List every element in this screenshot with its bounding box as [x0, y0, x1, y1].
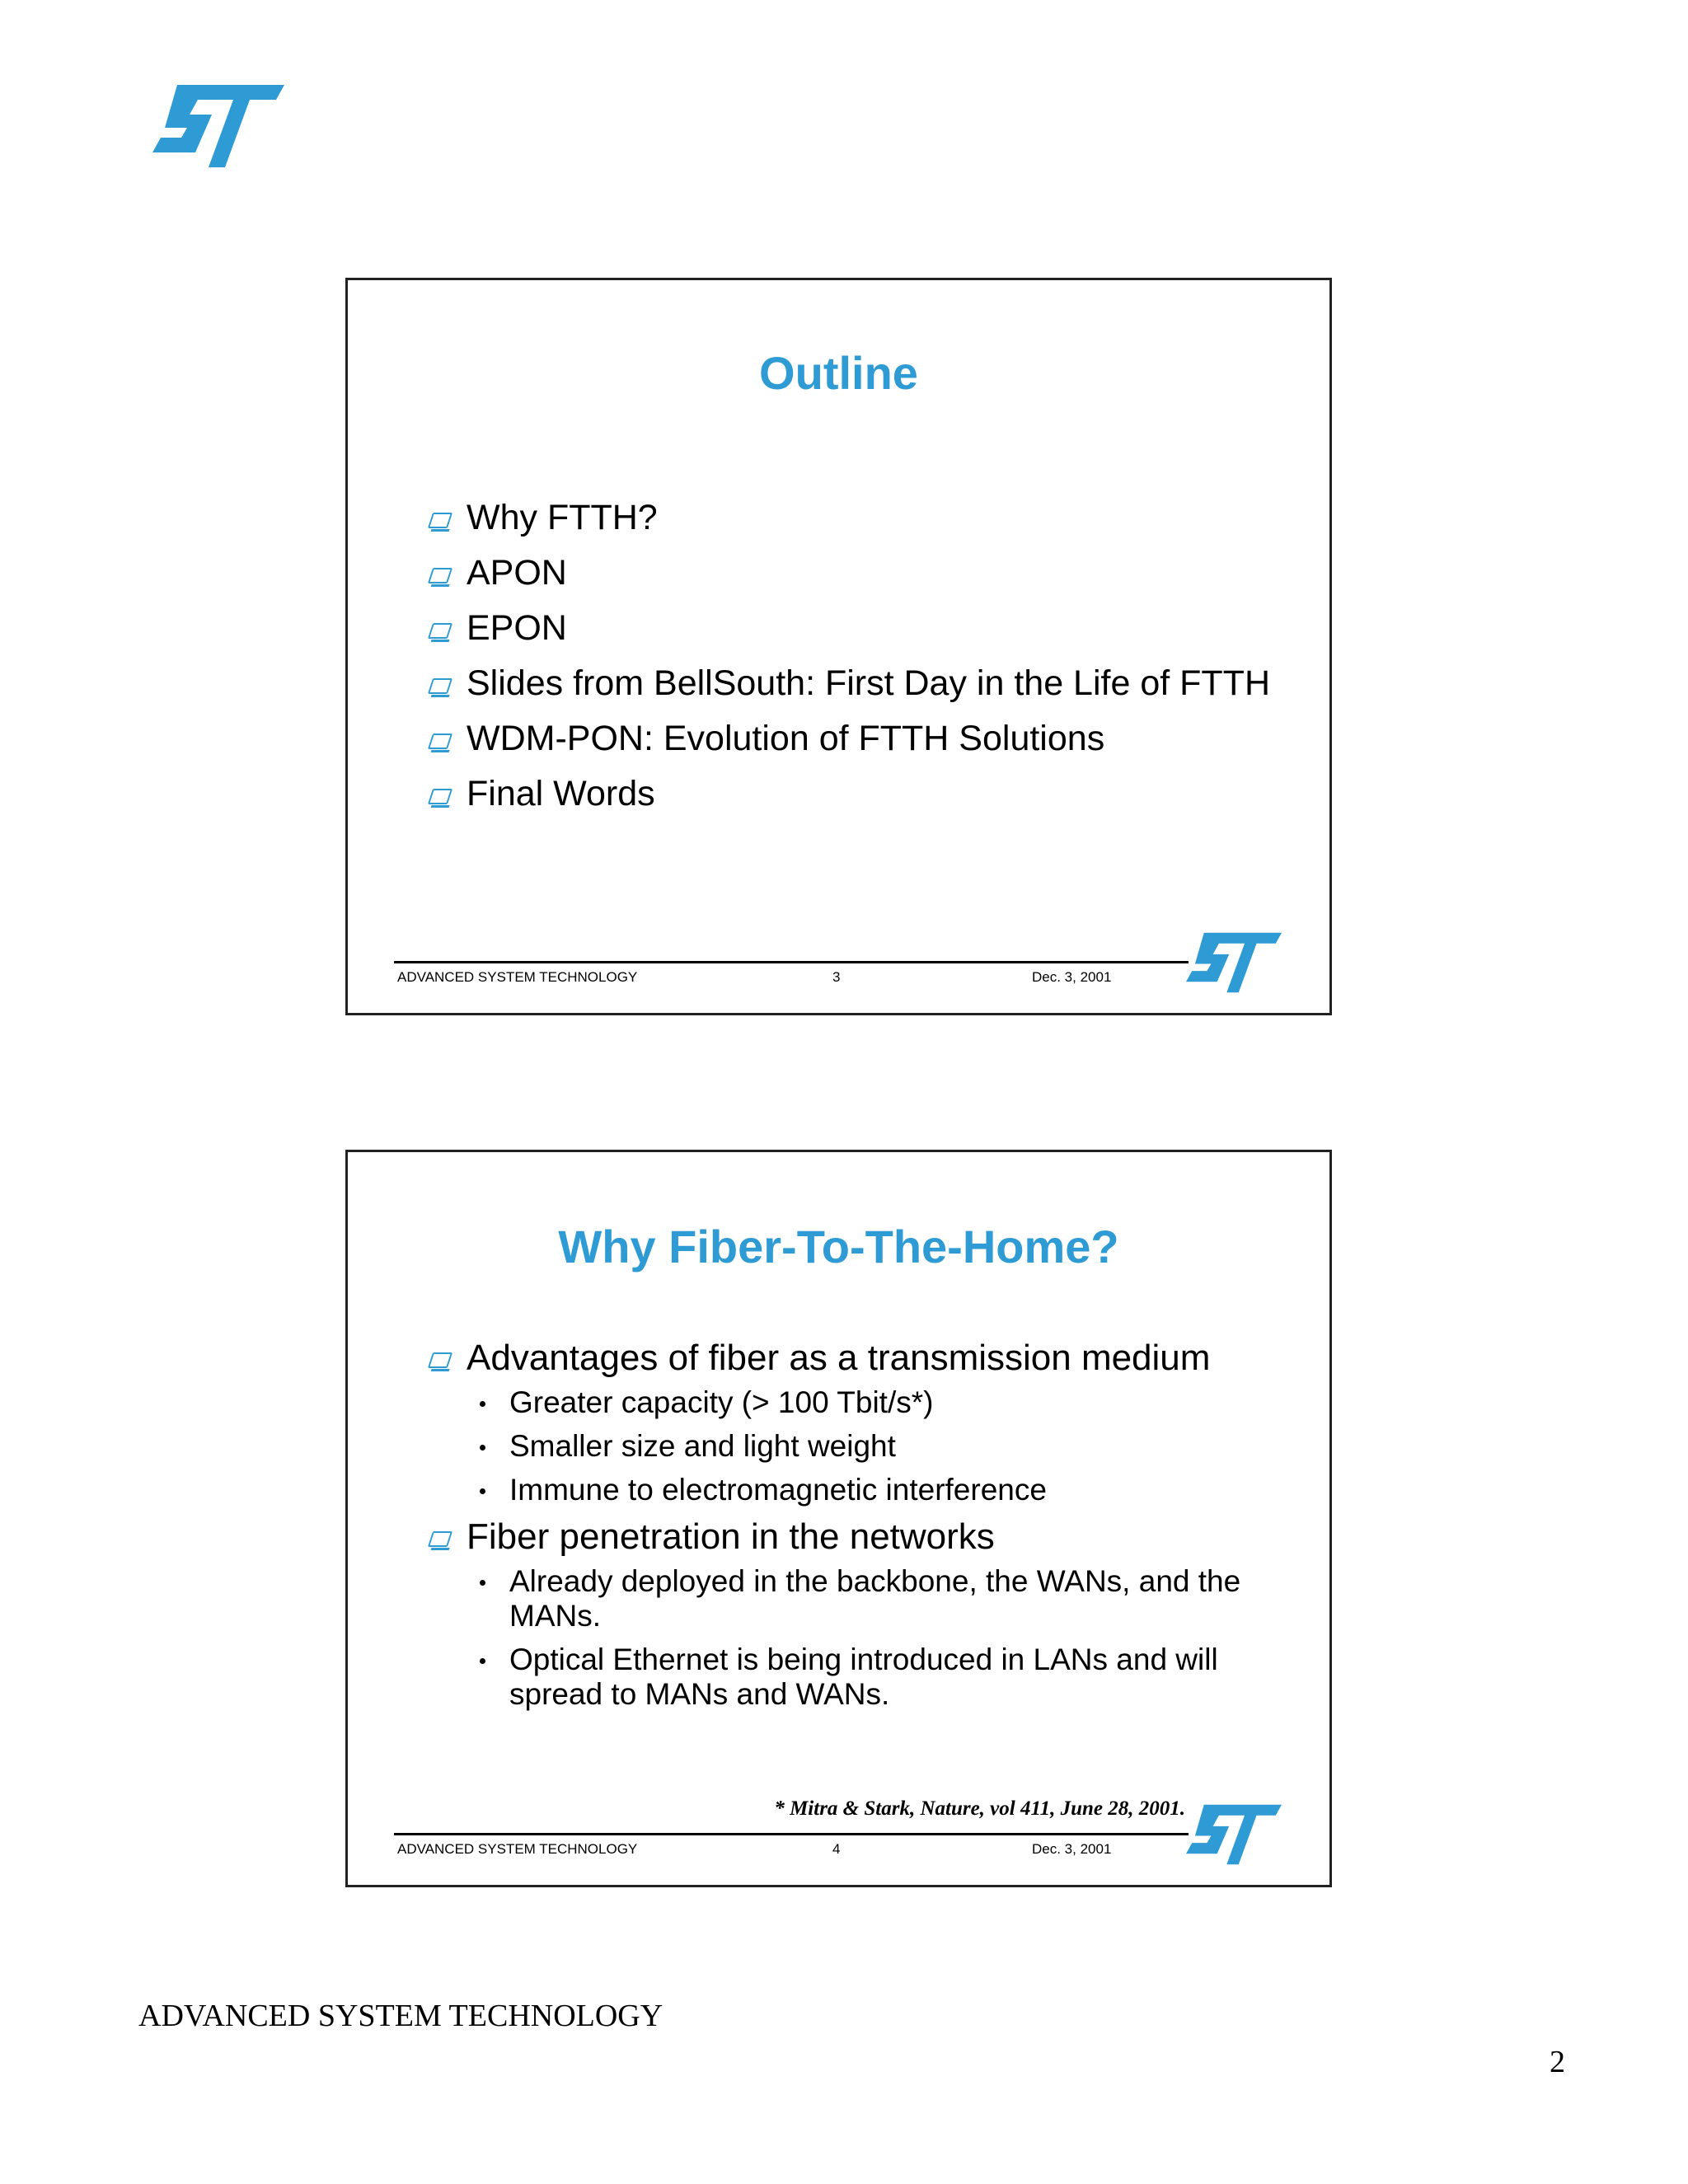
bullet-item: Optical Ethernet is being introduced in LANs and will spread to MANs and WANs.	[509, 1643, 1302, 1712]
slide-title: Why Fiber-To-The-Home?	[558, 1221, 1119, 1272]
checkbox-bullet-icon	[428, 568, 452, 583]
checkbox-bullet-icon	[428, 678, 452, 694]
checkbox-bullet-icon	[428, 733, 452, 749]
slide-title: Outline	[759, 347, 918, 399]
page-number: 2	[1550, 2045, 1565, 2079]
why-list	[429, 1338, 1302, 1721]
slide-date: Dec. 3, 2001	[1032, 969, 1112, 985]
list-item: EPON	[429, 605, 1294, 651]
list-item: Advantages of fiber as a transmission medium	[429, 1338, 1302, 1379]
slide-number: 4	[832, 1841, 841, 1857]
st-logo-icon	[1186, 931, 1282, 994]
footer-divider	[394, 1833, 1189, 1835]
checkbox-bullet-icon	[428, 789, 452, 804]
checkbox-bullet-icon	[428, 513, 452, 528]
checkbox-bullet-icon	[428, 623, 452, 639]
checkbox-bullet-icon	[428, 1531, 452, 1547]
slide-outline	[345, 278, 1332, 1015]
bullet-item: Already deployed in the backbone, the WANs, and the MANs.	[509, 1564, 1302, 1633]
checkbox-bullet-icon	[428, 1352, 452, 1368]
list-item: Why FTTH?	[429, 494, 1294, 541]
outline-list	[429, 494, 1294, 826]
list-item: WDM-PON: Evolution of FTTH Solutions	[429, 715, 1294, 762]
slide-number: 3	[832, 969, 841, 985]
sub-list	[509, 1385, 1302, 1507]
list-item: Fiber penetration in the networks	[429, 1516, 1302, 1558]
slide-footer-label: ADVANCED SYSTEM TECHNOLOGY	[397, 969, 638, 985]
slide-footer-label: ADVANCED SYSTEM TECHNOLOGY	[397, 1841, 638, 1857]
slide-why-ftth	[345, 1150, 1332, 1887]
st-logo-icon	[152, 85, 284, 167]
bullet-item: Greater capacity (> 100 Tbit/s*)	[509, 1385, 1302, 1420]
footer-divider	[394, 961, 1189, 963]
page-footer-label: ADVANCED SYSTEM TECHNOLOGY	[138, 1999, 663, 2033]
st-logo-icon	[1186, 1803, 1282, 1866]
sub-list	[509, 1564, 1302, 1712]
list-item: Slides from BellSouth: First Day in the Life of FTTH	[429, 660, 1294, 706]
slide-date: Dec. 3, 2001	[1032, 1841, 1112, 1857]
footnote: * Mitra & Stark, Nature, vol 411, June 28, 2001.	[774, 1797, 1185, 1820]
list-item: Final Words	[429, 771, 1294, 817]
bullet-item: Immune to electromagnetic interference	[509, 1473, 1302, 1507]
bullet-item: Smaller size and light weight	[509, 1429, 1302, 1464]
list-item: APON	[429, 550, 1294, 596]
